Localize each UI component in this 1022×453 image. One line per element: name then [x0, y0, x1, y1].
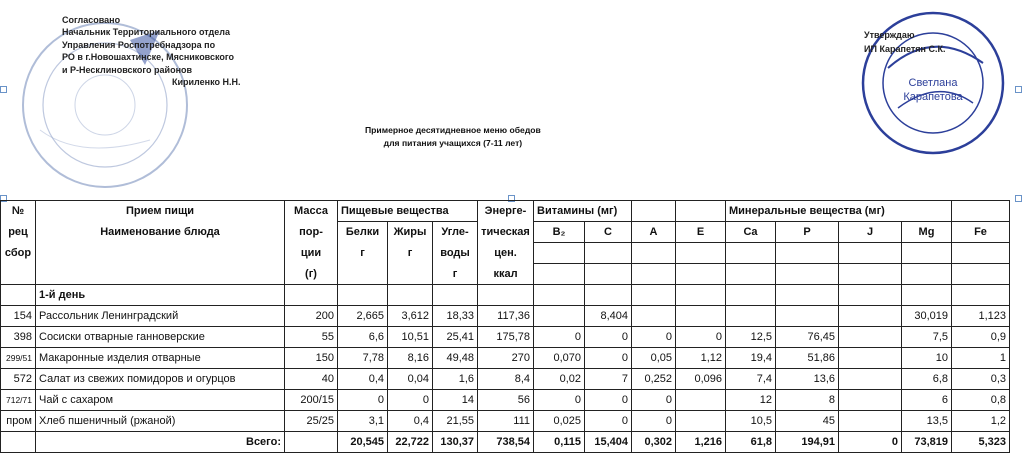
table-cell: 1,123 — [952, 306, 1010, 327]
rec-no: 398 — [1, 327, 36, 348]
table-cell — [676, 411, 726, 432]
table-cell: 1,2 — [952, 411, 1010, 432]
table-cell — [726, 306, 776, 327]
table-cell: 1,216 — [676, 432, 726, 453]
header-cell: J — [839, 222, 902, 243]
table-cell — [676, 306, 726, 327]
table-cell: 6 — [902, 390, 952, 411]
approval-line: Согласовано — [62, 15, 121, 25]
table-cell — [839, 264, 902, 285]
table-cell: 10 — [902, 348, 952, 369]
table-cell — [776, 285, 839, 306]
table-cell — [285, 285, 338, 306]
table-cell: 8 — [776, 390, 839, 411]
table-cell: 14 — [433, 390, 478, 411]
table-cell: 21,55 — [433, 411, 478, 432]
table-cell: 117,36 — [478, 306, 534, 327]
table-cell — [585, 285, 632, 306]
table-cell: 61,8 — [726, 432, 776, 453]
table-cell — [902, 243, 952, 264]
header-cell: Mg — [902, 222, 952, 243]
header-cell: Энерге- — [478, 201, 534, 222]
approval-block-left — [62, 14, 240, 88]
approval-line: ИП Карапетян С.К. — [864, 44, 946, 54]
header-cell: ккал — [478, 264, 534, 285]
table-cell — [839, 369, 902, 390]
header-cell: г — [388, 243, 433, 264]
table-cell — [1, 285, 36, 306]
approval-line: и Р-Несклиновского районов — [62, 64, 193, 75]
header-cell: пор- — [285, 222, 338, 243]
header-cell: A — [632, 222, 676, 243]
table-cell: 10,5 — [726, 411, 776, 432]
table-cell: 40 — [285, 369, 338, 390]
table-cell — [433, 285, 478, 306]
table-cell: 0,302 — [632, 432, 676, 453]
table-cell — [534, 306, 585, 327]
table-cell — [952, 201, 1010, 222]
table-cell — [726, 285, 776, 306]
header-cell: Угле- — [433, 222, 478, 243]
dish-name: Салат из свежих помидоров и огурцов — [36, 369, 285, 390]
title-line-2: для питания учащихся (7-11 лет) — [383, 138, 523, 148]
table-cell: 0 — [839, 432, 902, 453]
table-cell: 25,41 — [433, 327, 478, 348]
table-cell: 194,91 — [776, 432, 839, 453]
table-cell: 7,4 — [726, 369, 776, 390]
table-cell: 130,37 — [433, 432, 478, 453]
table-cell: 13,6 — [776, 369, 839, 390]
table-cell: 0 — [632, 411, 676, 432]
table-cell: 0 — [585, 390, 632, 411]
table-cell — [1, 264, 36, 285]
table-cell — [534, 285, 585, 306]
table-cell: 10,51 — [388, 327, 433, 348]
table-cell: 8,16 — [388, 348, 433, 369]
table-cell: 13,5 — [902, 411, 952, 432]
table-cell: 5,323 — [952, 432, 1010, 453]
approval-signer: Кириленко Н.Н. — [172, 77, 241, 88]
header-cell: E — [676, 222, 726, 243]
table-cell: 0,02 — [534, 369, 585, 390]
table-cell: 111 — [478, 411, 534, 432]
table-cell — [478, 285, 534, 306]
table-cell — [36, 264, 285, 285]
total-label: Всего: — [36, 432, 285, 453]
table-cell: 6,8 — [902, 369, 952, 390]
table-cell: 20,545 — [338, 432, 388, 453]
table-cell: 3,612 — [388, 306, 433, 327]
table-cell — [632, 306, 676, 327]
table-cell: 12 — [726, 390, 776, 411]
table-cell: 0,05 — [632, 348, 676, 369]
table-cell: 2,665 — [338, 306, 388, 327]
dish-name: Рассольник Ленинградский — [36, 306, 285, 327]
table-cell: 8,4 — [478, 369, 534, 390]
table-cell: 0,3 — [952, 369, 1010, 390]
table-cell: 0 — [632, 390, 676, 411]
header-cell: воды — [433, 243, 478, 264]
table-cell: 7,5 — [902, 327, 952, 348]
table-cell: 12,5 — [726, 327, 776, 348]
table-cell — [534, 264, 585, 285]
table-cell: 73,819 — [902, 432, 952, 453]
table-cell — [676, 201, 726, 222]
table-cell: 200/15 — [285, 390, 338, 411]
approval-line: Утверждаю — [864, 30, 915, 40]
table-cell: 0,070 — [534, 348, 585, 369]
table-cell — [952, 285, 1010, 306]
header-cell: C — [585, 222, 632, 243]
approval-block-right — [864, 28, 945, 56]
table-cell: 0 — [585, 348, 632, 369]
table-cell — [839, 411, 902, 432]
table-cell: 1,6 — [433, 369, 478, 390]
table-cell: 0 — [388, 390, 433, 411]
approval-line: РО в г.Новошахтинске, Мясниковского — [62, 52, 235, 63]
header-cell: г — [433, 264, 478, 285]
header-group-nutrients: Пищевые вещества — [338, 201, 478, 222]
table-cell: 7 — [585, 369, 632, 390]
stamp-text: Карапетова — [903, 91, 963, 103]
table-cell: 0 — [585, 327, 632, 348]
table-cell: 25/25 — [285, 411, 338, 432]
header-cell: цен. — [478, 243, 534, 264]
table-cell: 55 — [285, 327, 338, 348]
table-cell: 0,115 — [534, 432, 585, 453]
table-cell — [338, 264, 388, 285]
table-cell: 45 — [776, 411, 839, 432]
header-group-minerals: Минеральные вещества (мг) — [726, 201, 952, 222]
table-cell: 0 — [632, 327, 676, 348]
table-cell — [534, 243, 585, 264]
dish-name: Сосиски отварные ганноверские — [36, 327, 285, 348]
table-cell — [1, 432, 36, 453]
header-cell: B₂ — [534, 222, 585, 243]
table-cell: 0,025 — [534, 411, 585, 432]
header-cell: тическая — [478, 222, 534, 243]
table-cell — [839, 390, 902, 411]
header-cell: P — [776, 222, 839, 243]
header-cell: Масса — [285, 201, 338, 222]
table-cell: 0,04 — [388, 369, 433, 390]
table-cell — [676, 390, 726, 411]
table-cell — [776, 243, 839, 264]
table-cell — [388, 264, 433, 285]
resize-handle[interactable] — [1015, 195, 1022, 202]
header-cell: г — [338, 243, 388, 264]
stamp-text: Светлана — [908, 77, 958, 89]
table-cell: 150 — [285, 348, 338, 369]
table-cell: 0 — [534, 390, 585, 411]
header-cell: ции — [285, 243, 338, 264]
table-cell — [902, 285, 952, 306]
table-cell — [388, 285, 433, 306]
table-cell — [632, 201, 676, 222]
header-cell: (г) — [285, 264, 338, 285]
table-cell — [839, 285, 902, 306]
table-cell: 15,404 — [585, 432, 632, 453]
header-cell: Жиры — [388, 222, 433, 243]
table-cell: 0,096 — [676, 369, 726, 390]
table-cell — [839, 306, 902, 327]
table-row — [1, 327, 1010, 348]
table-cell — [726, 243, 776, 264]
table-row — [1, 348, 1010, 369]
table-cell — [676, 285, 726, 306]
table-cell: 0,9 — [952, 327, 1010, 348]
table-cell: 8,404 — [585, 306, 632, 327]
document-title — [365, 124, 541, 150]
header-cell: Fe — [952, 222, 1010, 243]
approval-line: Начальник Территориального отдела — [62, 27, 230, 38]
table-cell — [839, 348, 902, 369]
header-cell: № — [1, 201, 36, 222]
table-cell: 0,8 — [952, 390, 1010, 411]
title-line-1: Примерное десятидневное меню обедов — [365, 125, 541, 135]
table-cell — [632, 264, 676, 285]
table-cell: 0,252 — [632, 369, 676, 390]
day-label: 1-й день — [36, 285, 285, 306]
table-cell: 49,48 — [433, 348, 478, 369]
resize-handle[interactable] — [1015, 86, 1022, 93]
resize-handle[interactable] — [0, 86, 7, 93]
table-cell — [285, 432, 338, 453]
table-cell: 270 — [478, 348, 534, 369]
rec-no: 154 — [1, 306, 36, 327]
approval-line: Управления Роспотребнадзора по — [62, 39, 216, 50]
table-cell: 175,78 — [478, 327, 534, 348]
header-group-vitamins: Витамины (мг) — [534, 201, 632, 222]
rec-no: 299/51 — [1, 348, 36, 369]
table-row — [1, 411, 1010, 432]
header-cell: Наименование блюда — [36, 222, 285, 243]
table-cell: 3,1 — [338, 411, 388, 432]
table-cell: 18,33 — [433, 306, 478, 327]
table-cell: 7,78 — [338, 348, 388, 369]
table-row — [1, 306, 1010, 327]
table-cell — [726, 264, 776, 285]
dish-name: Чай с сахаром — [36, 390, 285, 411]
table-cell: 1,12 — [676, 348, 726, 369]
table-cell — [632, 285, 676, 306]
rec-no: пром — [1, 411, 36, 432]
table-cell — [952, 264, 1010, 285]
header-cell: Белки — [338, 222, 388, 243]
table-cell: 1 — [952, 348, 1010, 369]
table-cell: 19,4 — [726, 348, 776, 369]
table-cell: 0 — [338, 390, 388, 411]
table-cell — [585, 243, 632, 264]
table-cell: 0 — [676, 327, 726, 348]
table-cell — [676, 264, 726, 285]
table-cell — [952, 243, 1010, 264]
rec-no: 712/71 — [1, 390, 36, 411]
table-cell: 56 — [478, 390, 534, 411]
table-cell — [839, 327, 902, 348]
dish-name: Хлеб пшеничный (ржаной) — [36, 411, 285, 432]
table-cell: 22,722 — [388, 432, 433, 453]
table-cell — [776, 306, 839, 327]
table-cell — [585, 264, 632, 285]
table-cell — [676, 243, 726, 264]
dish-name: Макаронные изделия отварные — [36, 348, 285, 369]
table-cell: 200 — [285, 306, 338, 327]
table-cell: 0,4 — [388, 411, 433, 432]
table-cell: 0 — [585, 411, 632, 432]
table-cell — [338, 285, 388, 306]
table-cell: 30,019 — [902, 306, 952, 327]
table-cell — [902, 264, 952, 285]
total-row — [1, 432, 1010, 453]
table-row — [1, 390, 1010, 411]
table-cell: 738,54 — [478, 432, 534, 453]
header-cell: Прием пищи — [36, 201, 285, 222]
table-cell — [36, 243, 285, 264]
table-cell: 76,45 — [776, 327, 839, 348]
rec-no: 572 — [1, 369, 36, 390]
menu-table — [0, 200, 1010, 453]
table-row — [1, 369, 1010, 390]
table-cell — [632, 243, 676, 264]
table-cell — [776, 264, 839, 285]
table-cell: 0 — [534, 327, 585, 348]
table-cell: 6,6 — [338, 327, 388, 348]
table-cell: 0,4 — [338, 369, 388, 390]
header-cell: сбор — [1, 243, 36, 264]
header-cell: рец — [1, 222, 36, 243]
header-cell: Ca — [726, 222, 776, 243]
table-cell — [839, 243, 902, 264]
table-cell: 51,86 — [776, 348, 839, 369]
